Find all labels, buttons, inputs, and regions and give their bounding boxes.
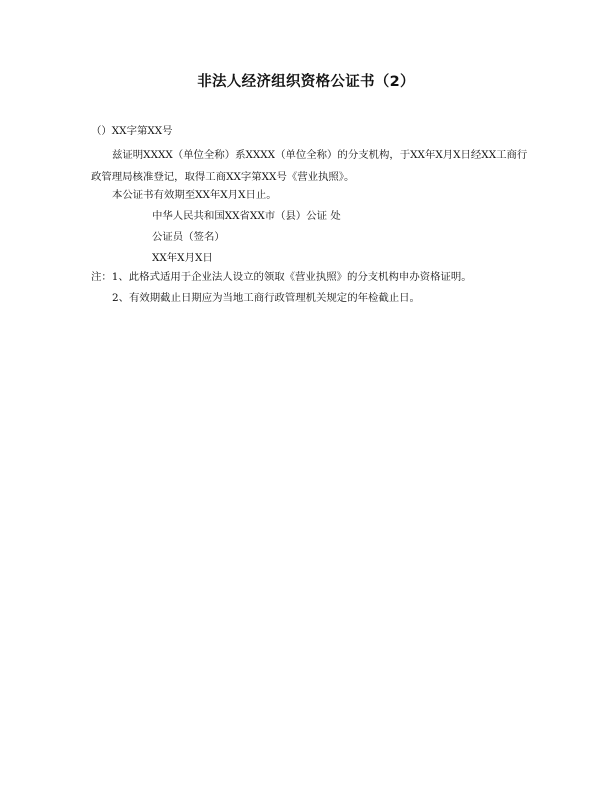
document-title: 非法人经济组织资格公证书（2） (197, 74, 415, 90)
validity-statement: 本公证书有效期至XX年X月X日止。 (112, 189, 277, 201)
note-2: 2、有效期截止日期应为当地工商行政管理机关规定的年检截止日。 (112, 292, 420, 304)
issue-date: XX年X月X日 (152, 252, 213, 264)
notary-office: 中华人民共和国XX省XX市（县）公证 处 (152, 210, 341, 222)
notary-signature: 公证员（签名） (152, 231, 225, 243)
body-line-2: 政管理局核准登记，取得工商XX字第XX号《营业执照》。 (91, 171, 355, 183)
body-line-1: 兹证明XXXX（单位全称）系XXXX（单位全称）的分支机构，于XX年X月X日经XX工商行 (112, 149, 528, 161)
reference-number: （）XX字第XX号 (91, 125, 173, 137)
note-1: 注：1、此格式适用于企业法人设立的领取《营业执照》的分支机构申办资格证明。 (91, 271, 472, 283)
